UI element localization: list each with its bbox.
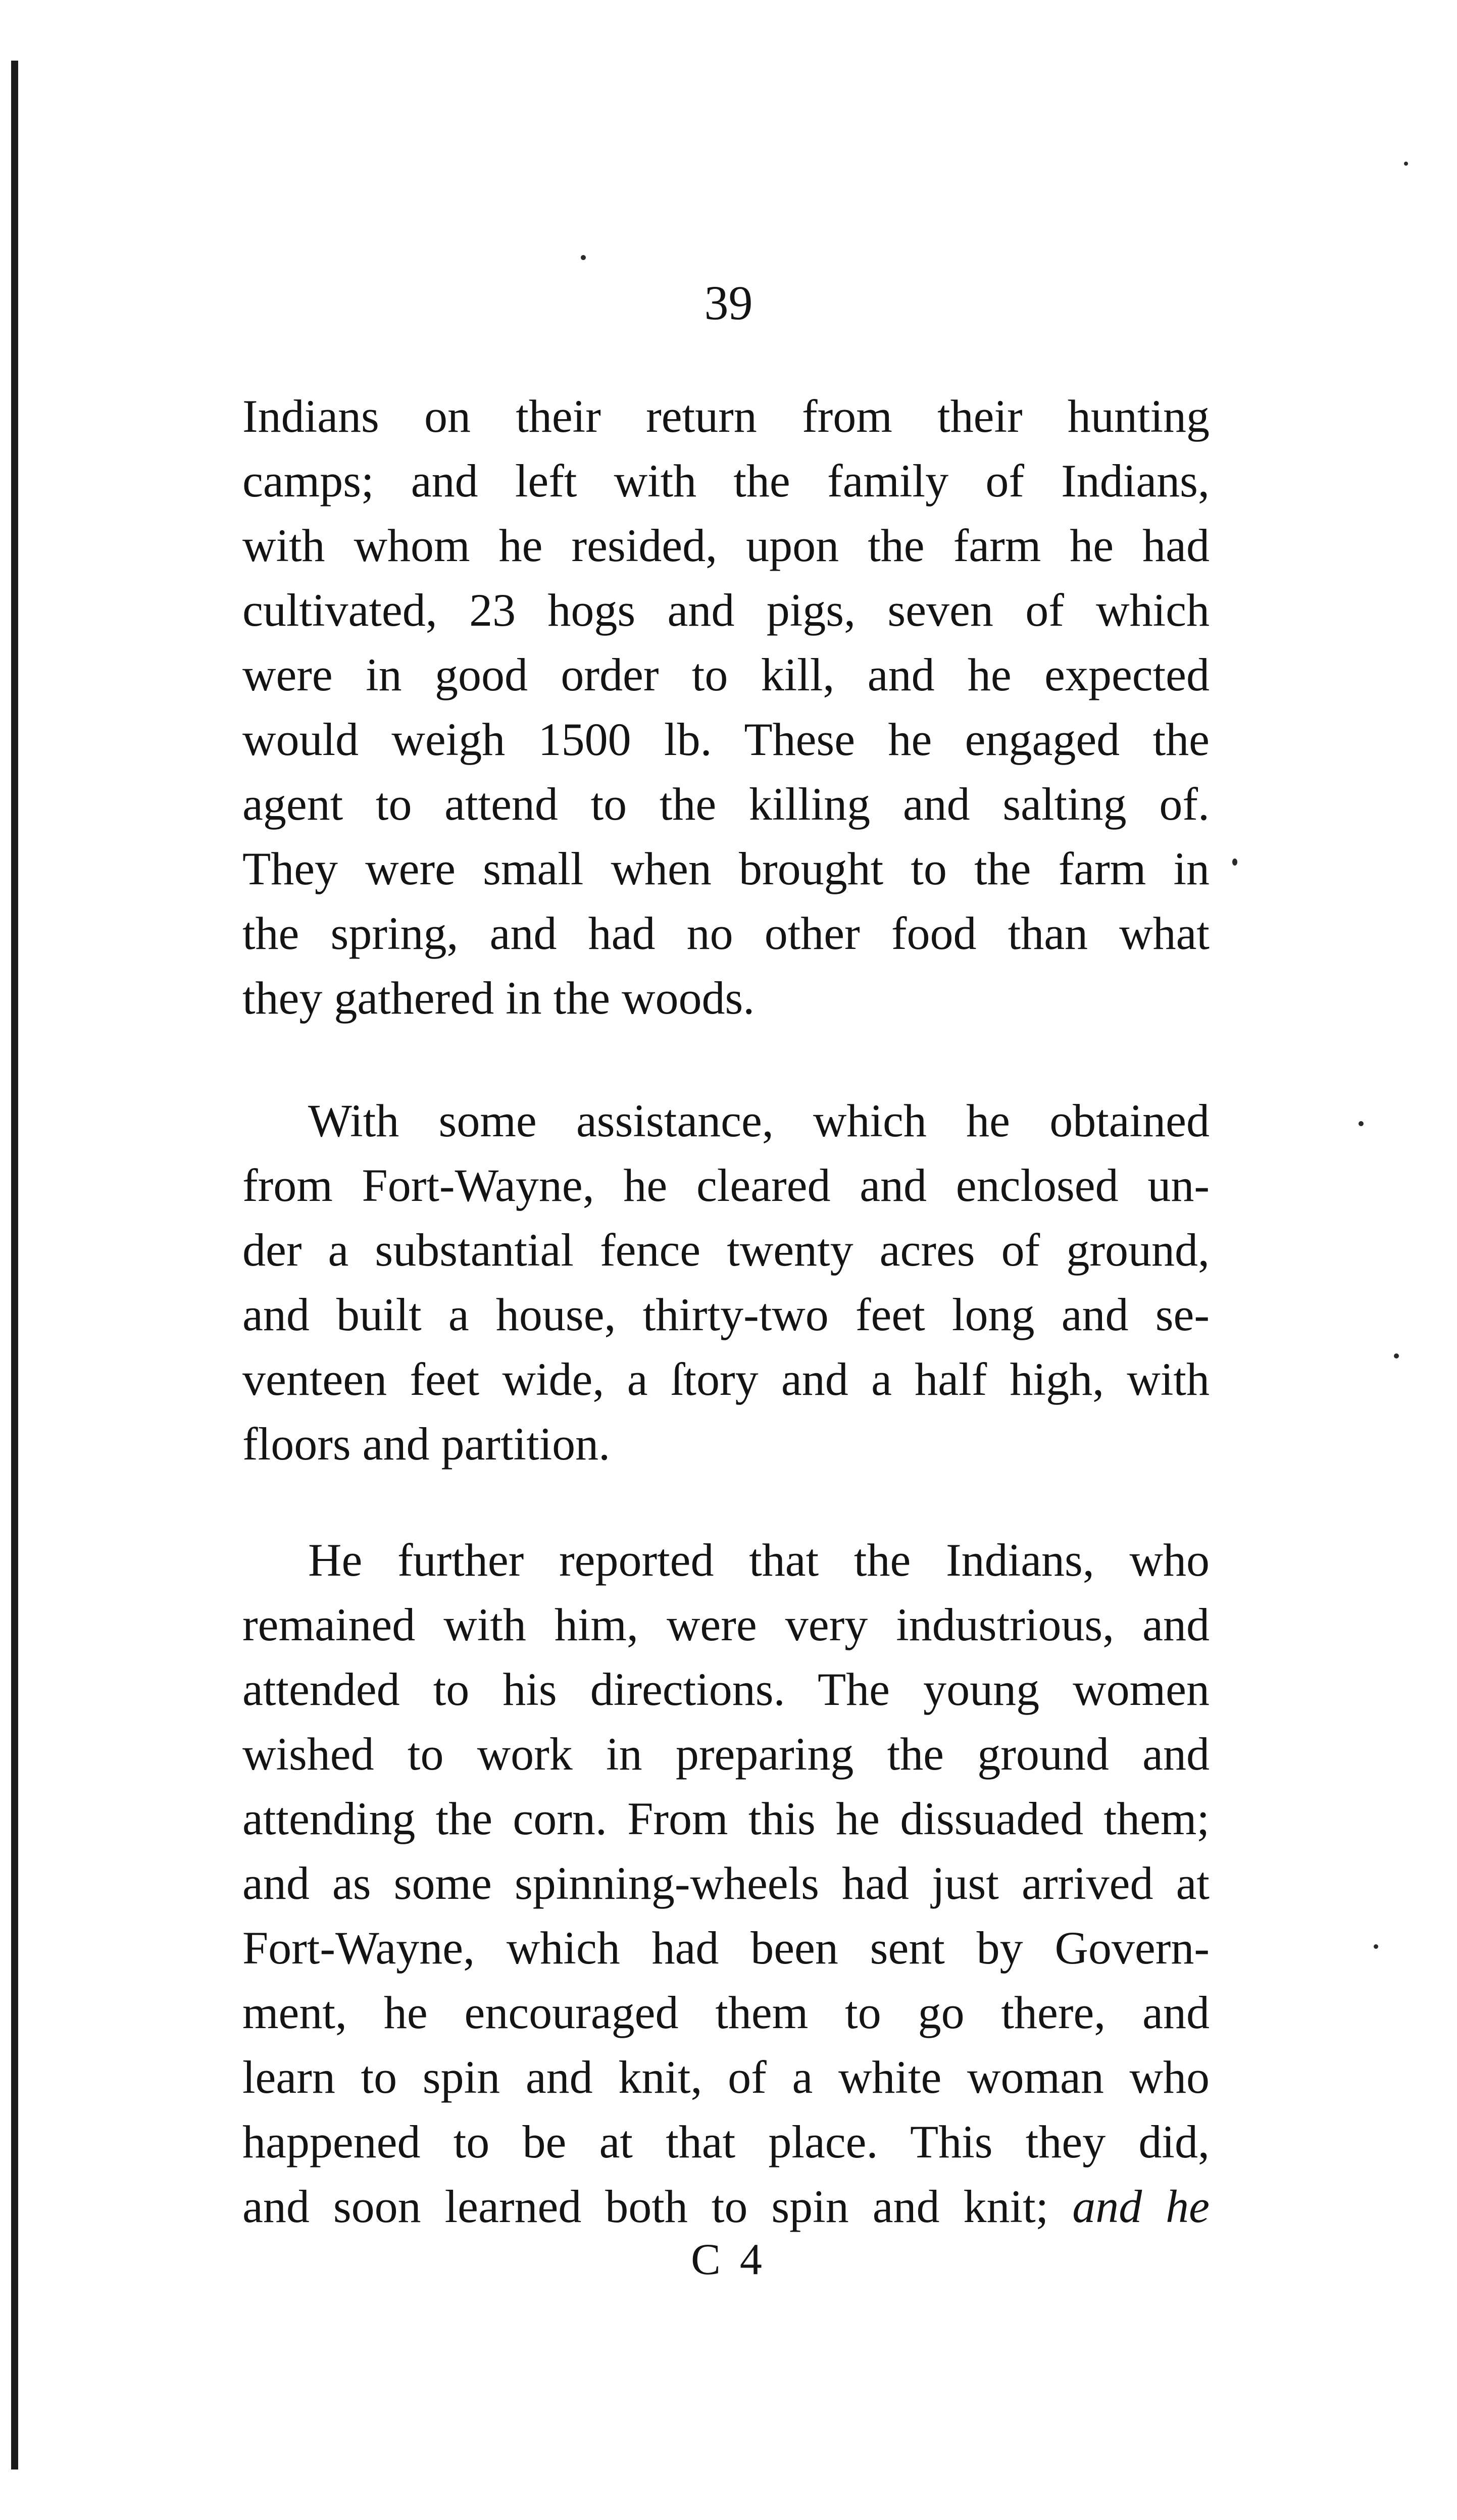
text-line: with whom he resided, upon the farm he had [242,520,1210,571]
text-line: happened to be at that place. This they did, [242,2116,1210,2168]
signature-mark: C 4 [691,2235,766,2284]
text-line [242,2174,1210,2239]
text-line: the spring, and had no other food than what [242,908,1210,959]
scan-speck [1359,1121,1364,1126]
text-line: cultivated, 23 hogs and pigs, seven of which [242,584,1210,636]
paragraph-2 [242,1088,1210,1476]
text-line: they gathered in the woods. [242,972,755,1024]
text-line: would weigh 1500 lb. These he engaged the [242,714,1210,765]
scan-speck [1394,1353,1399,1358]
book-spine-edge [11,61,18,2469]
text-line: attended to his directions. The young women [242,1664,1210,1715]
text-line: camps; and left with the family of Indians, [242,455,1210,507]
page-number: 39 [704,276,753,330]
text-line: were in good order to kill, and he expected [242,649,1210,700]
text-line: remained with him, were very industrious, and [242,1599,1210,1650]
text-line: venteen feet wide, a ſtory and a half high, with [242,1353,1210,1405]
text-line: floors and partition. [242,1418,611,1470]
text-line: from Fort-Wayne, he cleared and enclosed un- [242,1160,1210,1211]
text-line: ment, he encouraged them to go there, and [242,1987,1210,2038]
scan-speck [1404,162,1408,166]
text-line: learn to spin and knit, of a white woman who [242,2051,1210,2103]
text-line: and built a house, thirty-two feet long and se- [242,1289,1210,1340]
text-line: He further reported that the Indians, who [308,1534,1210,1586]
text-line: attending the corn. From this he dissuaded them; [242,1793,1210,1844]
text-line: They were small when brought to the farm in [242,843,1210,894]
text-segment: and soon learned both to spin and knit; [242,2181,1049,2232]
scan-speck [581,255,586,260]
text-line: wished to work in preparing the ground and [242,1728,1210,1780]
text-line: Fort-Wayne, which had been sent by Govern- [242,1922,1210,1974]
scan-speck [1232,859,1237,866]
text-line: der a substantial fence twenty acres of ground, [242,1224,1210,1276]
text-line: and as some spinning-wheels had just arrived at [242,1857,1210,1909]
text-line: agent to attend to the killing and salting of. [242,778,1210,830]
paragraph-1 [242,384,1210,1030]
catchword: and he [1072,2181,1210,2232]
text-line: Indians on their return from their hunting [242,390,1210,442]
paragraph-3 [242,1528,1210,2239]
scan-speck [1374,1944,1378,1949]
text-line: With some assistance, which he obtained [308,1095,1210,1146]
